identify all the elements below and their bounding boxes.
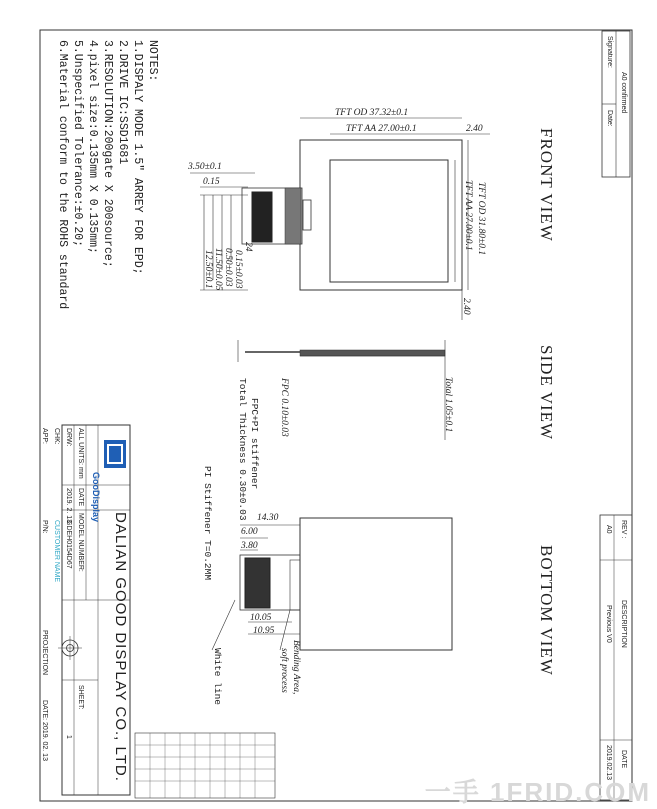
dim-tft-od-w: TFT OD 37.32±0.1 <box>335 108 409 118</box>
note-1: 1.DISPALY MODE 1.5" ARREY FOR EPD; <box>131 40 144 275</box>
bottom-view-title: BOTTOM VIEW <box>537 545 556 676</box>
dim-total: Total 1.05±0.1 <box>443 377 453 433</box>
bending-note: Bending Area, <box>291 640 301 695</box>
notes-block <box>55 40 160 309</box>
dim-10-05: 10.05 <box>250 613 272 623</box>
note-3: 3.RESOLUTION:200gate X 200source; <box>101 40 114 268</box>
drw-date: 2019. 2. 13 <box>65 488 72 524</box>
date-val: 2019.02.13 <box>605 745 612 781</box>
dim-fpc-s: 0.15 <box>203 177 220 187</box>
app-label: APP: <box>41 428 48 444</box>
date-footer: DATE: 2019. 02. 13 <box>41 700 48 761</box>
rev-value: A0 <box>605 525 612 534</box>
dim-thick: Total Thickness 0.30±0.03 <box>237 378 248 521</box>
dim-p1: 0.15±0.03 <box>233 250 243 289</box>
material-table <box>135 733 275 798</box>
dim-stiff: FPC+PI stiffener <box>249 398 260 490</box>
projection-label: PROJECTION <box>41 630 48 676</box>
note-2: 2.DRIVE IC:SSD1681 <box>116 40 129 165</box>
front-active-area <box>330 160 448 282</box>
dim-tft-od-h: TFT OD 31.80±0.1 <box>476 182 486 256</box>
dim-tft-aa-w: TFT AA 27.00±0.1 <box>346 124 417 134</box>
soft-note: soft process <box>279 648 289 693</box>
note-6: 6.Material conform to the ROHS standard <box>56 40 69 310</box>
side-panel <box>300 350 445 356</box>
dim-tft-aa-h: TFT AA 27.00±0.1 <box>463 180 473 251</box>
note-5: 5.Unspecified Tolerance:±0.20; <box>71 40 84 248</box>
note-4: 4.pixel size:0.135mm X 0.135mm; <box>86 40 99 254</box>
all-units: ALL UNITS: mm <box>77 428 84 479</box>
white-line-note: White line <box>212 648 223 706</box>
dim-3-80: 3.80 <box>241 541 258 551</box>
dim-fpc-w: 3.50±0.1 <box>188 162 222 172</box>
front-view-title: FRONT VIEW <box>537 128 556 242</box>
dim-10-95: 10.95 <box>253 626 275 636</box>
notes-heading: NOTES: <box>146 40 159 82</box>
dim-p4: 12.50±0.1 <box>203 250 213 289</box>
desc-value: Previous V0 <box>605 605 612 643</box>
company-name: DALIAN GOOD DISPLAY CO., LTD. <box>112 512 129 782</box>
rev-label: REV : <box>620 520 627 539</box>
dim-fpc: FPC 0.10±0.03 <box>279 378 289 437</box>
dim-right-gap: 2.40 <box>466 124 483 134</box>
sheet-value: 1 <box>65 735 72 739</box>
drw-label: DRW: <box>65 428 72 447</box>
chk-label: CHK: <box>53 428 60 445</box>
dim-14-30: 14.30 <box>257 513 279 523</box>
dim-pins: 24 <box>243 242 253 252</box>
model-value: GDEH0154D67 <box>65 520 72 569</box>
bottom-panel <box>300 518 452 650</box>
pn-label: P/N: <box>41 520 48 534</box>
date-col: DATE <box>620 750 627 769</box>
signature-label: Signature: <box>606 36 613 68</box>
brand-name: GooDisplay <box>91 472 101 523</box>
dim-6-00: 6.00 <box>241 527 258 537</box>
side-view-title: SIDE VIEW <box>537 345 556 441</box>
date-header: DATE <box>77 488 84 507</box>
dim-p2: 0.50±0.03 <box>223 248 233 287</box>
model-header: MODEL NUMBER: <box>77 513 84 572</box>
dim-bottom-gap: 2.40 <box>461 298 471 315</box>
sig-title: A0 confirmed <box>620 72 627 114</box>
watermark: 一手 1FRID.COM <box>424 777 651 807</box>
date-label: Date: <box>606 110 613 127</box>
bottom-stiffener <box>245 558 270 608</box>
dim-p3: 11.50±0.05 <box>213 248 223 291</box>
front-panel-outline <box>300 140 462 290</box>
sheet-label: SHEET: <box>77 685 84 710</box>
stiffener-note: PI Stiffener T=0.2MM <box>202 466 213 581</box>
desc-label: DESCRIPTION <box>620 600 627 648</box>
customer-name: CUSTOMER NAME <box>53 520 60 583</box>
